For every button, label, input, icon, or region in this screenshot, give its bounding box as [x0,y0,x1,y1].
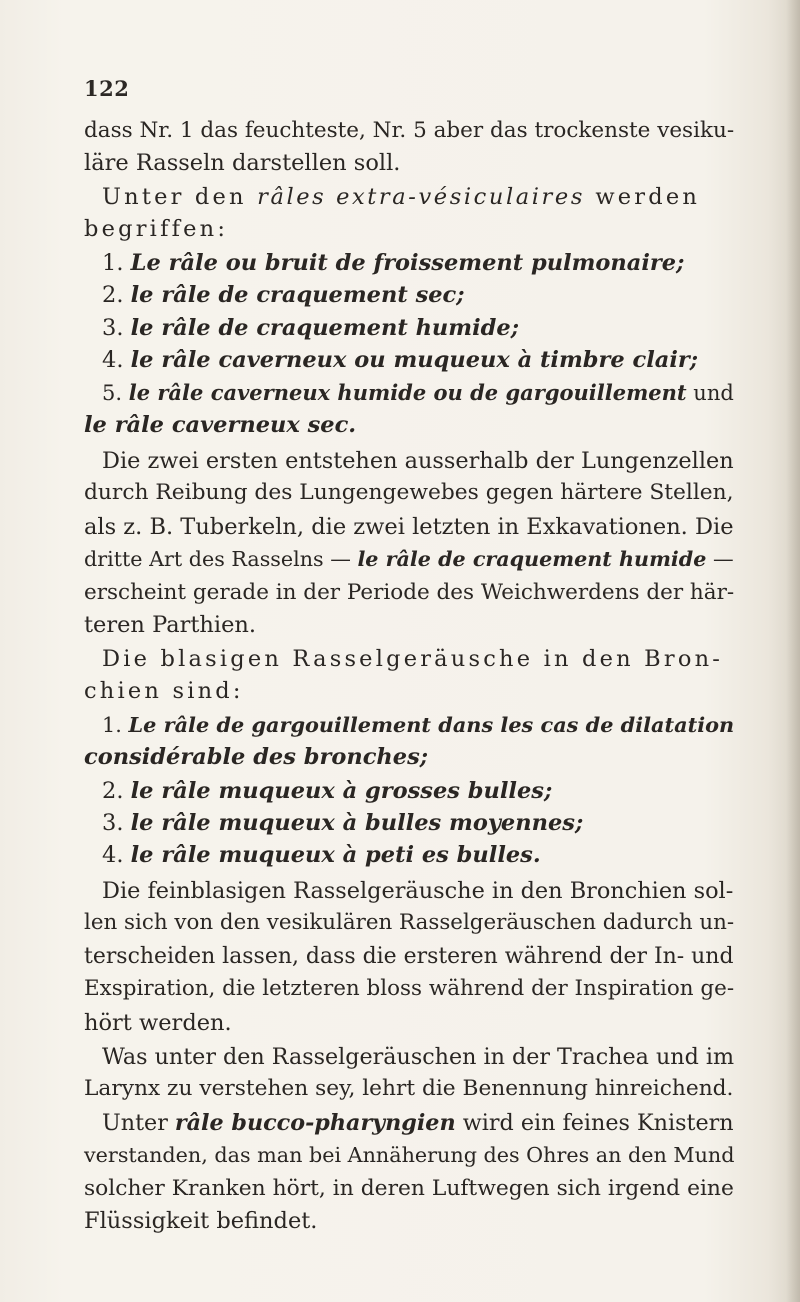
list-item [102,776,552,806]
list-term: le râle muqueux à grosses bulles; [130,778,553,804]
line-text: — [706,547,734,571]
text-line [102,1042,734,1072]
line-text: läre Rasseln darstellen soll. [84,150,401,176]
heading-term: râles extra-vésiculaires [257,184,585,210]
text-line [84,908,734,938]
list-item [102,840,541,870]
list-term: Le râle de gargouillement dans les cas de dilatation [128,712,735,737]
list-term: le râle de craquement humide; [130,315,520,341]
line-text: dritte Art des Rasselns — [84,547,358,571]
line-text: teren Parthien. [84,612,257,638]
text-line [84,1074,733,1104]
line-text: terscheiden lassen, dass die ersteren während der In- und [84,944,734,969]
text-line [84,1206,317,1236]
line-text: erscheint gerade in der Periode des Weichwerdens der här- [84,580,735,605]
heading-text: begriffen: [84,216,229,242]
list-term: le râle caverneux humide ou de gargouillement [128,380,687,405]
list-item-continuation [84,742,428,772]
section-heading-line [102,644,723,674]
line-text: len sich von den vesikulären Rasselgeräuschen dadurch un- [84,910,735,935]
list-number: 2. [102,282,131,308]
line-text: hört werden. [84,1010,232,1036]
list-item-continuation [84,410,356,440]
list-term: le râle caverneux ou muqueux à timbre clair; [130,347,699,373]
list-number: 4. [102,347,131,373]
line-text: dass Nr. 1 das feuchteste, Nr. 5 aber das trockenste vesiku- [84,118,735,143]
list-item [102,345,698,375]
list-number: 1. [102,250,131,276]
line-text: Larynx zu verstehen sey, lehrt die Benennung hinreichend. [84,1076,734,1101]
line-text: wird ein feines Knistern [455,1110,734,1136]
list-item [102,248,684,278]
heading-text: Unter den [102,184,258,210]
list-number: 5. [102,381,129,405]
text-line [102,446,734,476]
list-number: 2. [102,778,131,804]
inline-term: le râle de craquement humide [357,547,707,571]
list-number: 3. [102,315,131,341]
list-item [102,378,734,408]
text-line [84,478,734,508]
line-text: verstanden, das man bei Annäherung des Ohres an den Mund [84,1143,735,1167]
line-text: Die feinblasigen Rasselgeräusche in den Bronchien sol- [102,878,734,904]
text-line [84,1008,232,1038]
text-line [84,578,734,608]
section-heading-line [84,214,228,244]
text-line [84,544,734,574]
list-term: le râle de craquement sec; [130,282,465,308]
list-number: 3. [102,810,131,836]
text-line [84,116,734,146]
line-text: Flüssigkeit befindet. [84,1208,318,1234]
list-number: 1. [102,713,129,737]
line-text: durch Reibung des Lungengewebes gegen härtere Stellen, [84,480,734,505]
text-line [84,1140,735,1170]
text-line [84,974,734,1004]
page-edge-shadow [786,0,800,1302]
line-text: Unter [102,1110,175,1136]
line-text: Die zwei ersten entstehen ausserhalb der Lungenzellen [102,448,734,474]
list-item [102,808,583,838]
text-line [84,942,734,972]
list-item [102,313,519,343]
list-number: 4. [102,842,131,868]
list-term: le râle caverneux sec. [84,412,357,438]
line-text: und [686,381,734,405]
line-text: als z. B. Tuberkeln, die zwei letzten in Exkavationen. Die [84,514,734,540]
text-line [84,610,256,640]
list-term: Le râle ou bruit de froissement pulmonaire; [130,250,685,276]
section-heading-line [102,182,700,212]
heading-text: chien sind: [84,678,244,704]
inline-term: râle bucco-pharyngien [174,1110,456,1136]
list-item [102,280,465,310]
text-line [84,512,734,542]
line-text: solcher Kranken hört, in deren Luftwegen sich irgend eine [84,1176,734,1201]
text-line [84,1174,734,1204]
list-term: considérable des bronches; [84,744,429,770]
list-term: le râle muqueux à bulles moyennes; [130,810,584,836]
section-heading-line [84,676,244,706]
page-number: 122 [84,76,130,101]
line-text: Was unter den Rasselgeräuschen in der Trachea und im [102,1044,735,1070]
text-line [102,1108,734,1138]
list-item [102,710,734,740]
list-term: le râle muqueux à peti es bulles. [130,842,541,868]
text-line [84,148,400,178]
text-line [102,876,733,906]
heading-text: werden [584,184,701,210]
heading-text: Die blasigen Rasselgeräusche in den Bron- [102,646,724,672]
line-text: Exspiration, die letzteren bloss während der Inspiration ge- [84,976,735,1001]
